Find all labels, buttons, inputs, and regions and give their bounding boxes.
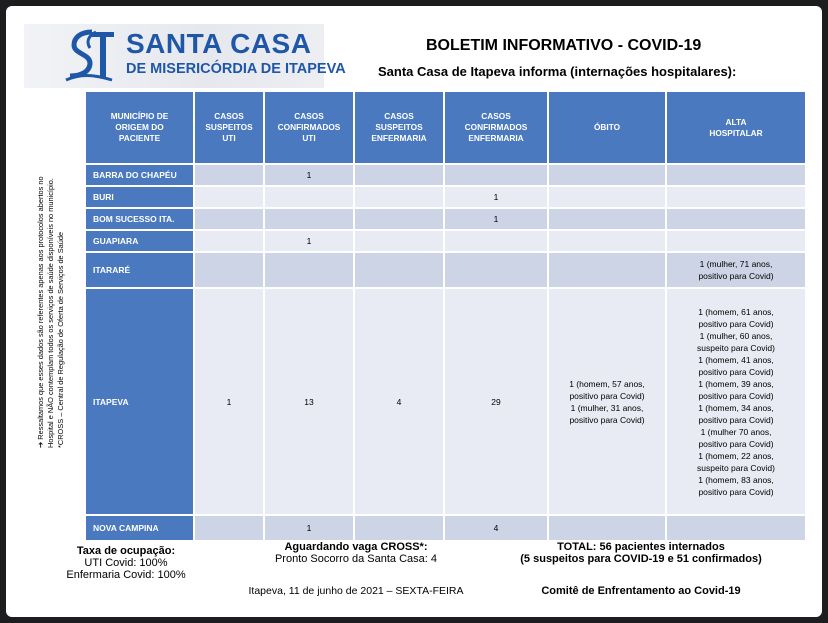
discharge-cell: 1 (homem, 61 anos, positivo para Covid) 1 (mulher, 60 anos, suspeito para Covid) 1 (homem, 41 anos, positivo para Covid) 1 (homem, 39 anos, positivo para Covid) 1 (homem, 34 anos, positivo para Covid) 1 (mulher 70 anos, positivo para Covid) 1 (homem, 22 anos, suspeito para Covid) 1 (homem, 83 anos, positivo para Covid) xyxy=(666,288,806,515)
table-cell xyxy=(264,252,354,288)
occupancy-title: Taxa de ocupação: xyxy=(76,545,176,557)
table-row xyxy=(85,164,806,186)
table-cell xyxy=(264,186,354,208)
table-cell xyxy=(194,515,264,541)
table-cell xyxy=(354,208,444,230)
bulletin-title: BOLETIM INFORMATIVO - COVID-19 xyxy=(426,37,702,54)
municipality-cell: BURI xyxy=(85,186,194,208)
table-cell xyxy=(354,252,444,288)
table-cell: 29 xyxy=(444,288,548,515)
side-note-footnote: *CROSS – Central de Regulação de Oferta de Serviços de Saúde xyxy=(56,231,65,448)
column-header: CASOS SUSPEITOS ENFERMARIA xyxy=(354,91,444,164)
table-cell xyxy=(548,208,666,230)
table-cell xyxy=(194,186,264,208)
table-cell: 4 xyxy=(444,515,548,541)
table-cell xyxy=(548,186,666,208)
table-row xyxy=(85,252,806,288)
waiting-block xyxy=(246,541,466,565)
discharge-cell: 1 (mulher, 71 anos, positivo para Covid) xyxy=(666,252,806,288)
municipality-cell: GUAPIARA xyxy=(85,230,194,252)
table-cell xyxy=(354,186,444,208)
ward-occupancy: Enfermaria Covid: 100% xyxy=(66,569,186,581)
side-note xyxy=(36,128,66,448)
table-cell: 1 xyxy=(264,515,354,541)
table-cell xyxy=(354,230,444,252)
side-note-line: ➔ Ressaltamos que esses dados são referentes apenas aos protocolos abertos no xyxy=(36,176,45,448)
occupancy-block xyxy=(46,545,206,581)
bulletin-subtitle: Santa Casa de Itapeva informa (internações hospitalares): xyxy=(378,64,737,79)
municipality-cell: ITAPEVA xyxy=(85,288,194,515)
santa-casa-emblem-icon xyxy=(62,28,118,84)
total-block xyxy=(491,541,791,565)
table-cell xyxy=(666,515,806,541)
table-cell xyxy=(354,515,444,541)
table-cell xyxy=(194,164,264,186)
column-header: CASOS SUSPEITOS UTI xyxy=(194,91,264,164)
total-line: TOTAL: 56 pacientes internados xyxy=(557,541,725,553)
table-cell xyxy=(444,252,548,288)
table-row xyxy=(85,208,806,230)
death-cell: 1 (homem, 57 anos, positivo para Covid) 1 (mulher, 31 anos, positivo para Covid) xyxy=(548,288,666,515)
santa-casa-logo xyxy=(24,24,346,88)
logo-title: SANTA CASA xyxy=(126,28,312,59)
table-cell: 1 xyxy=(194,288,264,515)
table-cell xyxy=(548,230,666,252)
column-header: ALTA HOSPITALAR xyxy=(666,91,806,164)
table-cell xyxy=(354,164,444,186)
table-cell xyxy=(548,164,666,186)
uti-occupancy: UTI Covid: 100% xyxy=(84,557,168,569)
table-cell xyxy=(548,252,666,288)
table-cell xyxy=(666,230,806,252)
side-note-line: Hospital e NÃO contemplam todos os serviços de saúde disponíveis no município. xyxy=(46,178,55,448)
table-cell xyxy=(666,164,806,186)
hospitalization-table xyxy=(84,90,807,542)
column-header: ÓBITO xyxy=(548,91,666,164)
emergency-room-waiting: Pronto Socorro da Santa Casa: 4 xyxy=(274,553,438,565)
table-cell: 1 xyxy=(444,186,548,208)
municipality-cell: BOM SUCESSO ITA. xyxy=(85,208,194,230)
table-cell: 4 xyxy=(354,288,444,515)
table-cell xyxy=(264,208,354,230)
column-header: MUNICÍPIO DE ORIGEM DO PACIENTE xyxy=(85,91,194,164)
table-cell xyxy=(666,186,806,208)
waiting-title: Aguardando vaga CROSS*: xyxy=(284,541,428,553)
table-cell: 1 xyxy=(264,230,354,252)
table-row xyxy=(85,515,806,541)
column-header: CASOS CONFIRMADOS UTI xyxy=(264,91,354,164)
column-header: CASOS CONFIRMADOS ENFERMARIA xyxy=(444,91,548,164)
table-cell xyxy=(548,515,666,541)
logo-subtitle: DE MISERICÓRDIA DE ITAPEVA xyxy=(126,61,346,77)
table-row xyxy=(85,288,806,515)
table-cell xyxy=(194,252,264,288)
table-header-row xyxy=(85,91,806,164)
table-cell: 13 xyxy=(264,288,354,515)
table-row xyxy=(85,230,806,252)
table-cell xyxy=(666,208,806,230)
municipality-cell: NOVA CAMPINA xyxy=(85,515,194,541)
table-cell xyxy=(194,208,264,230)
table-cell xyxy=(194,230,264,252)
table-cell: 1 xyxy=(444,208,548,230)
table-cell xyxy=(444,230,548,252)
table-row xyxy=(85,186,806,208)
table-cell: 1 xyxy=(264,164,354,186)
total-breakdown: (5 suspeitos para COVID-19 e 51 confirmados) xyxy=(520,553,762,565)
bulletin-sheet xyxy=(6,6,822,617)
committee-signature: Comitê de Enfrentamento ao Covid-19 xyxy=(541,585,741,597)
municipality-cell: ITARARÉ xyxy=(85,252,194,288)
municipality-cell: BARRA DO CHAPÉU xyxy=(85,164,194,186)
table-cell xyxy=(444,164,548,186)
bulletin-date: Itapeva, 11 de junho de 2021 – SEXTA-FEIRA xyxy=(248,585,464,597)
